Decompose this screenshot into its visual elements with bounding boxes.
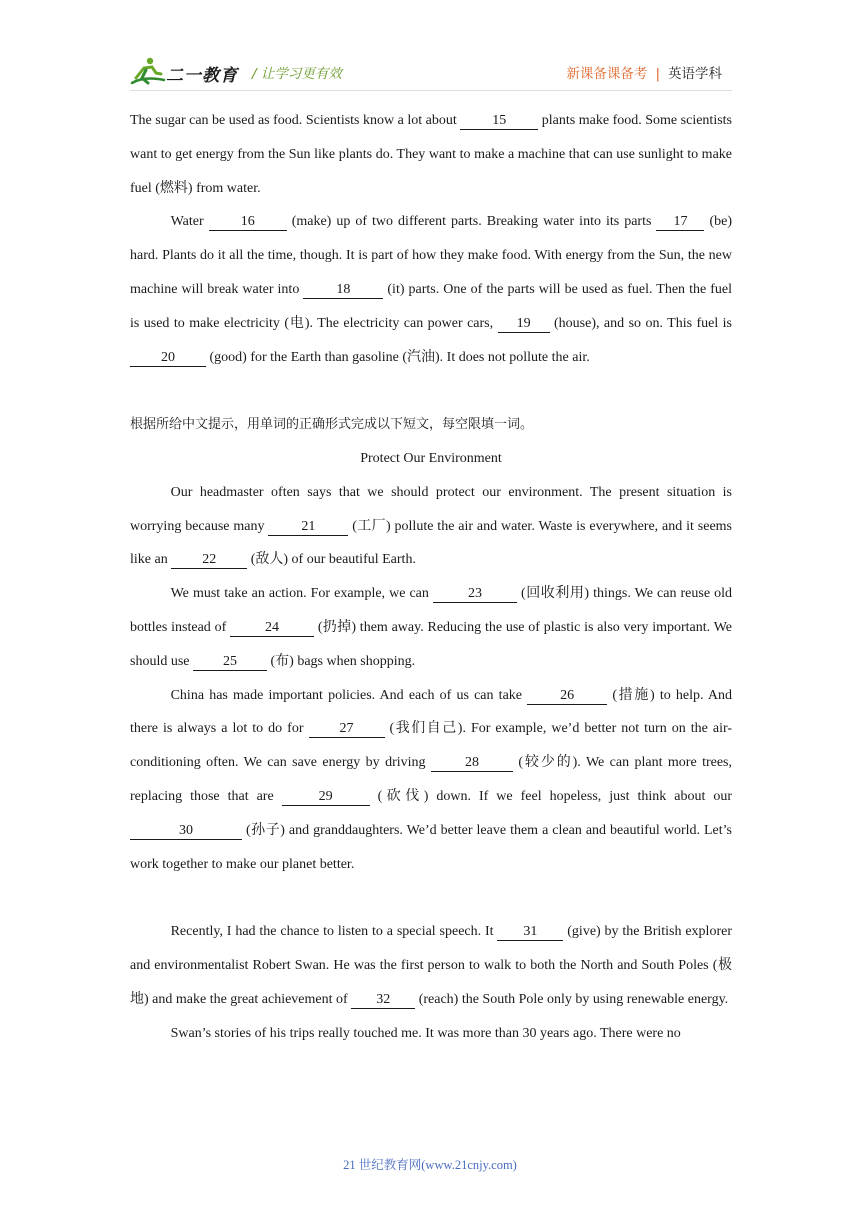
blank-21[interactable]: 21 <box>268 518 348 536</box>
header-slogan: / 让学习更有效 <box>252 66 342 82</box>
blank-32[interactable]: 32 <box>351 991 415 1009</box>
text-run: (回收利用) things. We can reuse old bottles instead of <box>130 586 732 635</box>
text-run: (make) up of two different parts. Breaking water into its parts <box>286 214 657 230</box>
text-run: (布) bags when shopping. <box>267 653 416 669</box>
text-run: China has made important policies. And each of us can take <box>170 687 528 703</box>
header-subject-label: 英语学科 <box>668 66 722 82</box>
text-run: Recently, I had the chance to listen to a special speech. It <box>170 924 498 940</box>
blank-19[interactable]: 19 <box>498 315 550 333</box>
paragraph <box>130 577 732 678</box>
blank-30[interactable]: 30 <box>130 822 242 840</box>
blank-31[interactable]: 31 <box>497 923 563 941</box>
blank-16[interactable]: 16 <box>209 213 287 231</box>
blank-18[interactable]: 18 <box>303 281 383 299</box>
text-run: The sugar can be used as food. Scientists know a lot about <box>130 113 461 128</box>
text-run: (扔掉) them away. Reducing the use of plastic is also very important. We should use <box>130 619 733 669</box>
logo-text: 二一教育 <box>166 66 238 86</box>
spacer <box>130 374 732 408</box>
blank-26[interactable]: 26 <box>527 687 607 705</box>
text-run: (good) for the Earth than gasoline (汽油). It does not pollute the air. <box>206 349 590 365</box>
running-person-logo-icon <box>130 56 166 86</box>
page-header <box>130 52 732 90</box>
text-run: Swan’s stories of his trips really touched me. It was more than 30 years ago. There were no <box>170 1025 681 1041</box>
blank-17[interactable]: 17 <box>656 213 704 231</box>
header-subject-info <box>566 62 722 82</box>
blank-15[interactable]: 15 <box>460 112 538 130</box>
text-run: Water <box>170 214 209 230</box>
instruction-text: 根据所给中文提示，用单词的正确形式完成以下短文，每空限填一词。 <box>130 417 534 433</box>
paragraph <box>130 104 732 205</box>
text-run: (我们自己). For example, we’d better not turn on the air-conditioning often. We can save energy by driving <box>130 721 732 771</box>
text-run: (it) parts. One of the parts will be used as fuel. Then the fuel is used to make electricity (电). The electricity can power cars, <box>130 281 732 331</box>
paragraph <box>130 679 732 882</box>
text-run: (敌人) of our beautiful Earth. <box>247 552 416 568</box>
header-separator: | <box>655 66 660 82</box>
text-run: (砍伐) down. If we feel hopeless, just think about our <box>369 788 732 804</box>
blank-23[interactable]: 23 <box>433 585 517 603</box>
paragraph <box>130 476 732 577</box>
paragraph <box>130 915 732 1016</box>
text-run: (工厂) pollute the air and water. Waste is everywhere, and it seems like an <box>130 518 732 568</box>
page-footer: 21 世纪教育网(www.21cnjy.com) <box>343 1158 517 1172</box>
blank-29[interactable]: 29 <box>282 788 370 806</box>
text-run: (措施) to help. And there is always a lot to do for <box>130 687 732 737</box>
text-run: (较少的). We can plant more trees, replacing those that are <box>130 755 732 804</box>
blank-24[interactable]: 24 <box>230 619 314 637</box>
text-run: (reach) the South Pole only by using renewable energy. <box>415 991 729 1007</box>
paragraph <box>130 1017 732 1051</box>
text-run: (house), and so on. This fuel is <box>549 315 733 331</box>
text-run: We must take an action. For example, we can <box>170 586 433 602</box>
paragraph <box>130 205 732 374</box>
document-body <box>130 104 732 1050</box>
blank-25[interactable]: 25 <box>193 653 267 671</box>
header-divider <box>130 90 732 91</box>
spacer <box>130 881 732 915</box>
header-course-label: 新课备课备考 <box>566 66 648 82</box>
text-run: plants make food. Some scientists want to get energy from the Sun like plants do. They want to make a machine that can use sunlight to make fuel (燃料) from water. <box>130 113 732 196</box>
blank-28[interactable]: 28 <box>431 754 513 772</box>
blank-27[interactable]: 27 <box>309 720 385 738</box>
blank-22[interactable]: 22 <box>171 551 247 569</box>
text-run: (孙子) and granddaughters. We’d better leave them a clean and beautiful world. Let’s work together to make our planet better. <box>130 822 732 872</box>
text-run: (give) by the British explorer and environmentalist Robert Swan. He was the first person to walk to both the North and South Poles (极地) and make the great achievement of <box>130 924 732 1007</box>
text-run: Our headmaster often says that we should protect our environment. The present situation is worrying because many <box>130 484 732 534</box>
passage-title: Protect Our Environment <box>360 450 502 466</box>
text-run: (be) hard. Plants do it all the time, though. It is part of how they make food. With energy from the Sun, the new machine will break water into <box>130 214 732 297</box>
blank-20[interactable]: 20 <box>130 349 206 367</box>
